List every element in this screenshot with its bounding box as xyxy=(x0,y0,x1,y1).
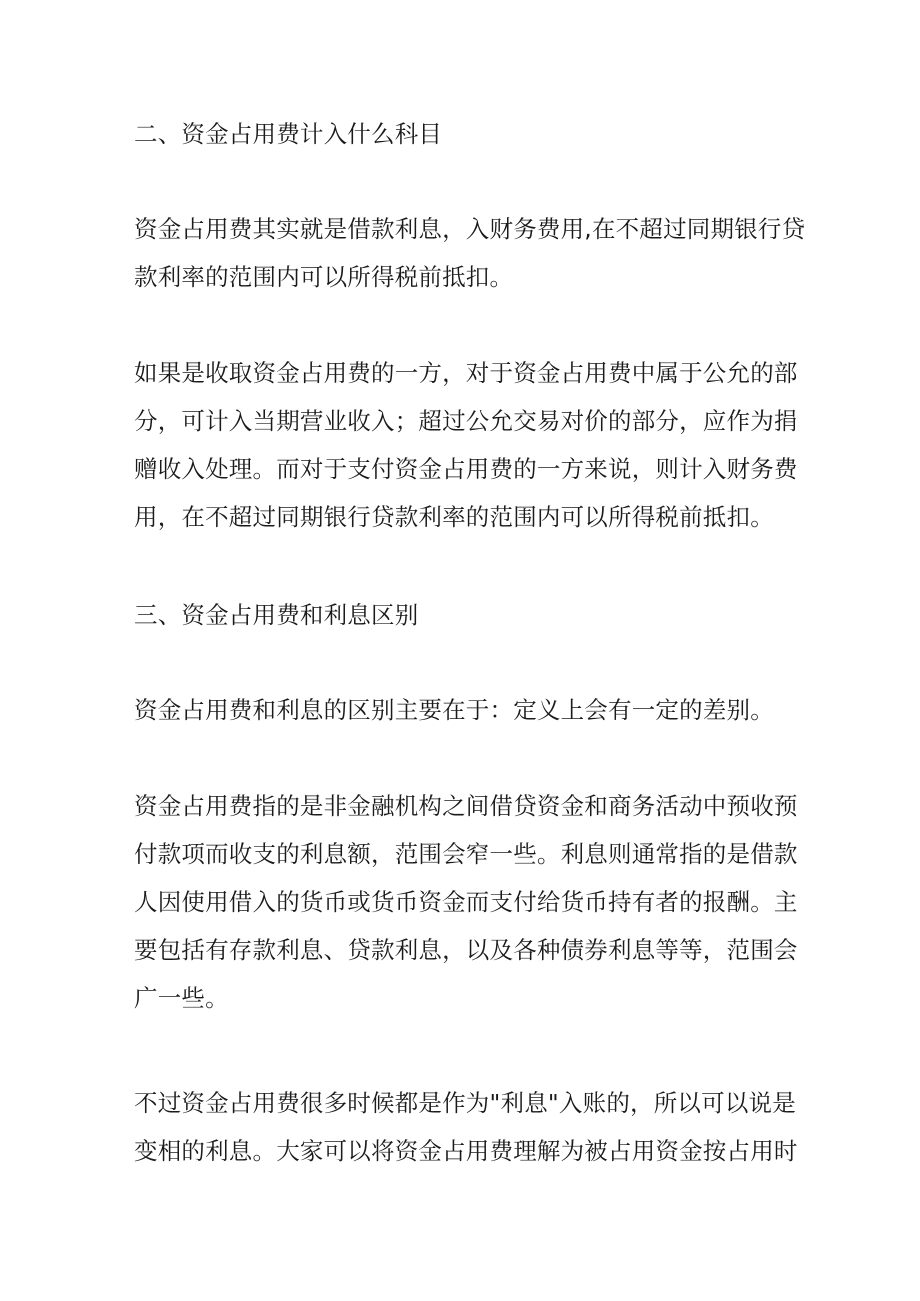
paragraph-line: 不过资金占用费很多时候都是作为"利息"入账的，所以可以说是 xyxy=(134,1089,796,1117)
paragraph-disguised-interest xyxy=(134,1079,804,1175)
section-heading-accounting-subject xyxy=(134,110,804,158)
paragraph-line: 资金占用费其实就是借款利息，入财务费用,在不超过同期银行贷 xyxy=(134,215,806,243)
paragraph-income-treatment xyxy=(134,349,804,541)
paragraph-line: 广一些。 xyxy=(134,984,229,1012)
paragraph-line: 资金占用费指的是非金融机构之间借贷资金和商务活动中预收预 xyxy=(134,792,798,820)
paragraph-line: 分，可计入当期营业收入；超过公允交易对价的部分，应作为捐 xyxy=(134,407,798,435)
paragraph-difference-summary xyxy=(134,686,804,734)
paragraph-line: 赠收入处理。而对于支付资金占用费的一方来说，则计入财务费 xyxy=(134,455,798,483)
paragraph-difference-detail xyxy=(134,782,804,1022)
heading-text: 三、资金占用费和利息区别 xyxy=(134,601,419,629)
paragraph-line: 人因使用借入的货币或货币资金而支付给货币持有者的报酬。主 xyxy=(134,888,798,916)
paragraph-line: 用，在不超过同期银行贷款利率的范围内可以所得税前抵扣。 xyxy=(134,503,774,531)
paragraph-line: 变相的利息。大家可以将资金占用费理解为被占用资金按占用时 xyxy=(134,1137,798,1165)
paragraph-line: 付款项而收支的利息额，范围会窄一些。利息则通常指的是借款 xyxy=(134,840,798,868)
paragraph-line: 要包括有存款利息、贷款利息，以及各种债券利息等等，范围会 xyxy=(134,936,798,964)
section-heading-difference xyxy=(134,591,804,639)
paragraph-definition xyxy=(134,205,804,301)
paragraph-line: 款利率的范围内可以所得税前抵扣。 xyxy=(134,263,514,291)
paragraph-line: 资金占用费和利息的区别主要在于：定义上会有一定的差别。 xyxy=(134,696,774,724)
heading-text: 二、资金占用费计入什么科目 xyxy=(134,120,443,148)
paragraph-line: 如果是收取资金占用费的一方，对于资金占用费中属于公允的部 xyxy=(134,359,798,387)
